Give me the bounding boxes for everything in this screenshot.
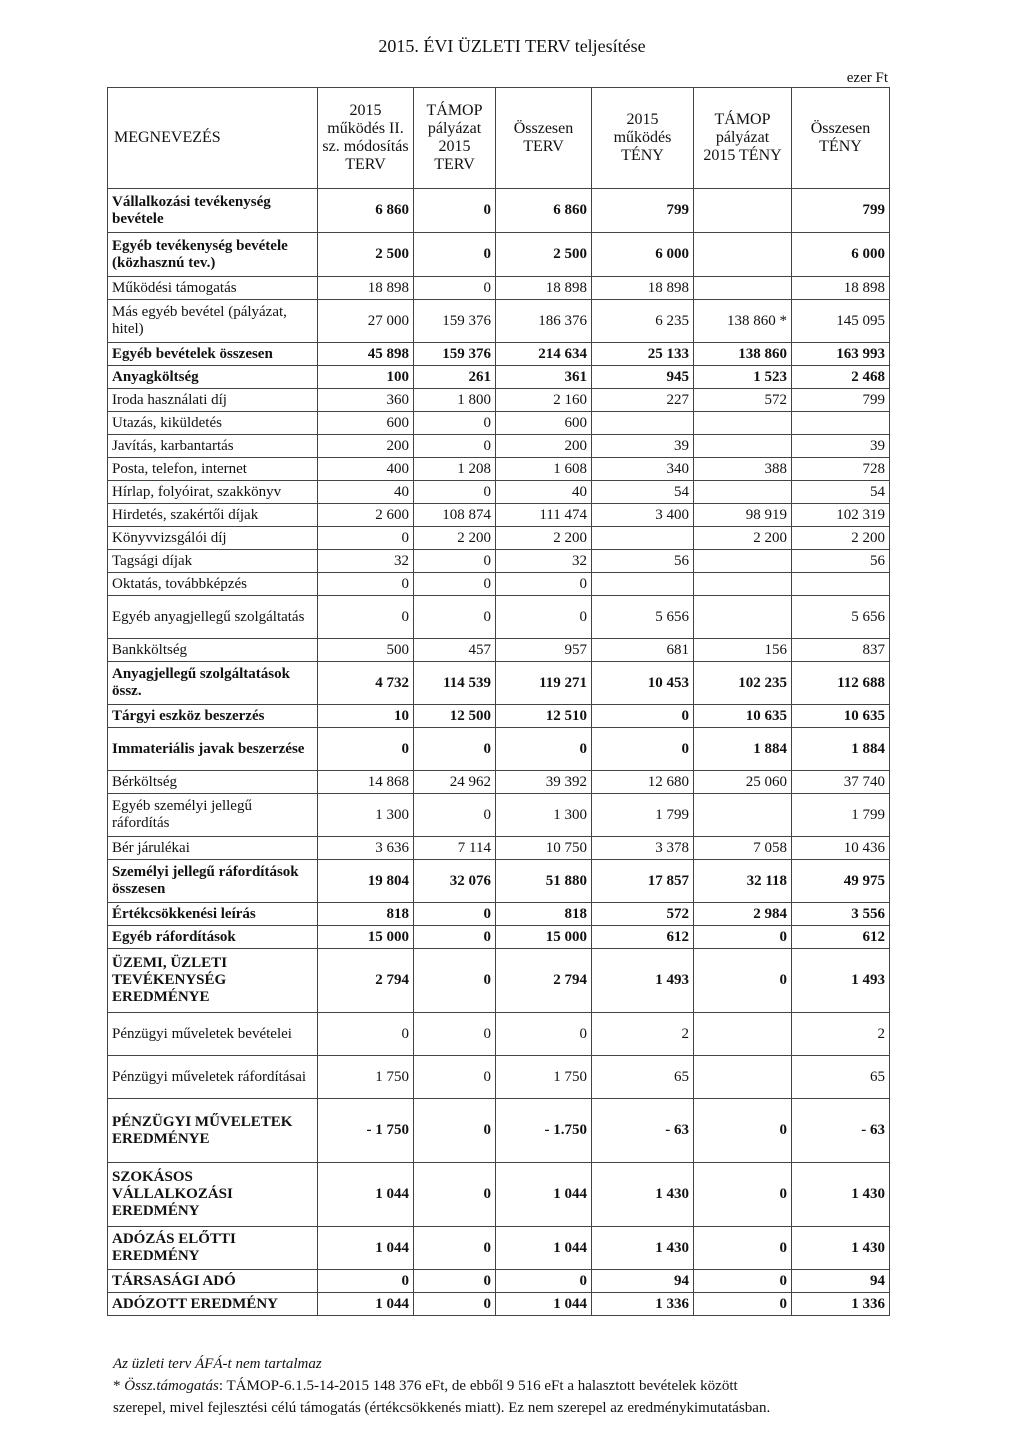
value-cell: 0	[318, 1013, 414, 1056]
value-cell: 3 556	[792, 903, 890, 926]
value-cell: 0	[496, 596, 592, 639]
value-cell: 39	[592, 435, 694, 458]
table-row	[108, 343, 890, 366]
value-cell: 0	[414, 189, 496, 233]
value-cell: 945	[592, 366, 694, 389]
value-cell: 10 436	[792, 837, 890, 860]
value-cell	[694, 550, 792, 573]
value-cell: 2 200	[496, 527, 592, 550]
value-cell	[592, 573, 694, 596]
row-label: Könyvvizsgálói díj	[108, 527, 318, 550]
row-label: Pénzügyi műveletek ráfordításai	[108, 1056, 318, 1099]
value-cell: 0	[694, 1270, 792, 1293]
footer-notes	[113, 1353, 770, 1419]
value-cell: 186 376	[496, 300, 592, 343]
value-cell: 0	[414, 412, 496, 435]
value-cell	[694, 1056, 792, 1099]
value-cell: 145 095	[792, 300, 890, 343]
header-megnevezes: MEGNEVEZÉS	[108, 88, 318, 189]
value-cell: 1 750	[496, 1056, 592, 1099]
table-row	[108, 550, 890, 573]
table-row	[108, 389, 890, 412]
table-row	[108, 860, 890, 903]
value-cell: 37 740	[792, 771, 890, 794]
value-cell: 12 500	[414, 705, 496, 728]
value-cell: 108 874	[414, 504, 496, 527]
value-cell: 51 880	[496, 860, 592, 903]
value-cell: 27 000	[318, 300, 414, 343]
value-cell: 0	[414, 1099, 496, 1163]
table-row	[108, 300, 890, 343]
value-cell: 0	[414, 949, 496, 1013]
value-cell: 0	[414, 1163, 496, 1227]
business-plan-table	[107, 87, 890, 1316]
support-note	[113, 1375, 770, 1397]
value-cell: 0	[496, 1013, 592, 1056]
row-label: Anyagjellegű szolgáltatások össz.	[108, 662, 318, 705]
row-label: SZOKÁSOS VÁLLALKOZÁSI EREDMÉNY	[108, 1163, 318, 1227]
value-cell: 1 750	[318, 1056, 414, 1099]
value-cell: 0	[414, 1227, 496, 1270]
value-cell: - 1.750	[496, 1099, 592, 1163]
value-cell: 0	[414, 1013, 496, 1056]
value-cell: 799	[792, 389, 890, 412]
vat-note: Az üzleti terv ÁFÁ-t nem tartalmaz	[113, 1356, 322, 1372]
row-label: Bérköltség	[108, 771, 318, 794]
value-cell: 100	[318, 366, 414, 389]
value-cell: 2 500	[496, 233, 592, 277]
value-cell: 2 794	[318, 949, 414, 1013]
value-cell: 0	[414, 550, 496, 573]
value-cell: 957	[496, 639, 592, 662]
value-cell: 0	[414, 903, 496, 926]
value-cell: 2 984	[694, 903, 792, 926]
value-cell: 39 392	[496, 771, 592, 794]
header-actual-tamop: TÁMOP pályázat 2015 TÉNY	[694, 88, 792, 189]
value-cell	[694, 1013, 792, 1056]
value-cell: - 63	[792, 1099, 890, 1163]
value-cell: 45 898	[318, 343, 414, 366]
value-cell: 6 235	[592, 300, 694, 343]
value-cell: 0	[318, 573, 414, 596]
value-cell: 2	[592, 1013, 694, 1056]
value-cell: 94	[592, 1270, 694, 1293]
value-cell: 0	[414, 435, 496, 458]
value-cell: 799	[792, 189, 890, 233]
value-cell: 4 732	[318, 662, 414, 705]
table-row	[108, 926, 890, 949]
value-cell: 54	[592, 481, 694, 504]
value-cell: 32	[496, 550, 592, 573]
value-cell: 111 474	[496, 504, 592, 527]
value-cell: 0	[414, 277, 496, 300]
value-cell: 1 336	[792, 1293, 890, 1316]
value-cell: 159 376	[414, 300, 496, 343]
table-row	[108, 794, 890, 837]
value-cell	[694, 277, 792, 300]
row-label: Vállalkozási tevékenység bevétele	[108, 189, 318, 233]
value-cell: 49 975	[792, 860, 890, 903]
value-cell	[694, 233, 792, 277]
value-cell: 0	[592, 705, 694, 728]
value-cell: 681	[592, 639, 694, 662]
value-cell: 612	[592, 926, 694, 949]
value-cell: 10 453	[592, 662, 694, 705]
value-cell: 0	[414, 926, 496, 949]
row-label: Értékcsökkenési leírás	[108, 903, 318, 926]
row-label: Egyéb bevételek összesen	[108, 343, 318, 366]
value-cell: 400	[318, 458, 414, 481]
value-cell: 0	[694, 1099, 792, 1163]
row-label: ADÓZÁS ELŐTTI EREDMÉNY	[108, 1227, 318, 1270]
table-row	[108, 1056, 890, 1099]
value-cell: 0	[414, 1056, 496, 1099]
value-cell: 102 319	[792, 504, 890, 527]
value-cell: 214 634	[496, 343, 592, 366]
value-cell: 600	[318, 412, 414, 435]
value-cell: 32 076	[414, 860, 496, 903]
value-cell: 361	[496, 366, 592, 389]
value-cell: 1 044	[318, 1293, 414, 1316]
value-cell: 1 608	[496, 458, 592, 481]
value-cell: 1 430	[592, 1227, 694, 1270]
value-cell: 32 118	[694, 860, 792, 903]
value-cell: 0	[592, 728, 694, 771]
value-cell: 572	[592, 903, 694, 926]
header-row	[108, 88, 890, 189]
header-actual-operation: 2015 működés TÉNY	[592, 88, 694, 189]
value-cell: 14 868	[318, 771, 414, 794]
value-cell: 10 635	[792, 705, 890, 728]
value-cell: 6 860	[496, 189, 592, 233]
value-cell: 7 114	[414, 837, 496, 860]
value-cell: 1 336	[592, 1293, 694, 1316]
row-label: PÉNZÜGYI MŰVELETEK EREDMÉNYE	[108, 1099, 318, 1163]
value-cell: 6 860	[318, 189, 414, 233]
value-cell: 1 044	[496, 1227, 592, 1270]
header-plan-tamop: TÁMOP pályázat 2015 TERV	[414, 88, 496, 189]
value-cell: 2 200	[414, 527, 496, 550]
value-cell: 2	[792, 1013, 890, 1056]
value-cell: 3 636	[318, 837, 414, 860]
value-cell: 19 804	[318, 860, 414, 903]
table-row	[108, 189, 890, 233]
value-cell: 32	[318, 550, 414, 573]
value-cell: 572	[694, 389, 792, 412]
value-cell	[694, 596, 792, 639]
value-cell: 138 860 *	[694, 300, 792, 343]
value-cell: 7 058	[694, 837, 792, 860]
value-cell: 39	[792, 435, 890, 458]
value-cell: 114 539	[414, 662, 496, 705]
value-cell: 0	[414, 1270, 496, 1293]
value-cell: 3 400	[592, 504, 694, 527]
value-cell	[592, 527, 694, 550]
table-row	[108, 233, 890, 277]
value-cell: 6 000	[792, 233, 890, 277]
value-cell: 0	[414, 794, 496, 837]
value-cell: 1 044	[496, 1293, 592, 1316]
value-cell: 227	[592, 389, 694, 412]
value-cell: 159 376	[414, 343, 496, 366]
value-cell: 0	[318, 527, 414, 550]
value-cell: 1 884	[792, 728, 890, 771]
value-cell: 1 044	[496, 1163, 592, 1227]
value-cell: 340	[592, 458, 694, 481]
value-cell: 600	[496, 412, 592, 435]
value-cell: 17 857	[592, 860, 694, 903]
value-cell: 25 133	[592, 343, 694, 366]
value-cell: 200	[496, 435, 592, 458]
value-cell: 0	[414, 481, 496, 504]
value-cell: 0	[318, 1270, 414, 1293]
table-row	[108, 481, 890, 504]
value-cell: 0	[694, 949, 792, 1013]
support-note-continued: szerepel, mivel fejlesztési célú támogatás (értékcsökkenés miatt). Ez nem szerepel az eredménykimutatásban.	[113, 1400, 771, 1416]
value-cell: 56	[792, 550, 890, 573]
table-row	[108, 1013, 890, 1056]
row-label: Működési támogatás	[108, 277, 318, 300]
value-cell: 818	[496, 903, 592, 926]
row-label: Bér járulékai	[108, 837, 318, 860]
row-label: Posta, telefon, internet	[108, 458, 318, 481]
value-cell: 0	[496, 573, 592, 596]
value-cell: 5 656	[792, 596, 890, 639]
value-cell: 65	[592, 1056, 694, 1099]
value-cell: 0	[414, 728, 496, 771]
value-cell: 98 919	[694, 504, 792, 527]
value-cell: 388	[694, 458, 792, 481]
value-cell: 500	[318, 639, 414, 662]
row-label: Immateriális javak beszerzése	[108, 728, 318, 771]
value-cell: 1 430	[792, 1163, 890, 1227]
value-cell: 1 884	[694, 728, 792, 771]
table-row	[108, 771, 890, 794]
table-row	[108, 277, 890, 300]
table-row	[108, 435, 890, 458]
table-row	[108, 1227, 890, 1270]
value-cell: 2 794	[496, 949, 592, 1013]
value-cell: 1 430	[792, 1227, 890, 1270]
value-cell: 0	[414, 596, 496, 639]
value-cell: 1 430	[592, 1163, 694, 1227]
value-cell: 0	[694, 1163, 792, 1227]
value-cell: 40	[318, 481, 414, 504]
row-label: Bankköltség	[108, 639, 318, 662]
value-cell: 119 271	[496, 662, 592, 705]
value-cell: 1 800	[414, 389, 496, 412]
value-cell: 18 898	[592, 277, 694, 300]
value-cell: 156	[694, 639, 792, 662]
table-row	[108, 1163, 890, 1227]
header-actual-total: Összesen TÉNY	[792, 88, 890, 189]
row-label: Hirdetés, szakértői díjak	[108, 504, 318, 527]
row-label: ÜZEMI, ÜZLETI TEVÉKENYSÉG EREDMÉNYE	[108, 949, 318, 1013]
value-cell	[694, 794, 792, 837]
page-title: 2015. ÉVI ÜZLETI TERV teljesítése	[378, 36, 646, 56]
row-label: Hírlap, folyóirat, szakkönyv	[108, 481, 318, 504]
value-cell	[694, 573, 792, 596]
value-cell	[694, 189, 792, 233]
value-cell: 56	[592, 550, 694, 573]
row-label: ADÓZOTT EREDMÉNY	[108, 1293, 318, 1316]
value-cell: 0	[496, 728, 592, 771]
table-row	[108, 458, 890, 481]
value-cell: 18 898	[496, 277, 592, 300]
value-cell: 3 378	[592, 837, 694, 860]
row-label: Tárgyi eszköz beszerzés	[108, 705, 318, 728]
value-cell: 728	[792, 458, 890, 481]
table-row	[108, 412, 890, 435]
value-cell: 94	[792, 1270, 890, 1293]
value-cell: 1 523	[694, 366, 792, 389]
support-label: Össz.támogatás	[124, 1378, 219, 1394]
value-cell: 163 993	[792, 343, 890, 366]
value-cell: 799	[592, 189, 694, 233]
value-cell: 1 300	[318, 794, 414, 837]
value-cell: 0	[414, 573, 496, 596]
value-cell: 0	[318, 596, 414, 639]
row-label: Egyéb ráfordítások	[108, 926, 318, 949]
value-cell: 40	[496, 481, 592, 504]
value-cell: 1 300	[496, 794, 592, 837]
row-label: TÁRSASÁGI ADÓ	[108, 1270, 318, 1293]
value-cell: 0	[414, 1293, 496, 1316]
table-row	[108, 949, 890, 1013]
value-cell	[592, 412, 694, 435]
value-cell: 18 898	[792, 277, 890, 300]
value-cell	[792, 573, 890, 596]
table-row	[108, 1099, 890, 1163]
table-row	[108, 1270, 890, 1293]
value-cell: 1 493	[792, 949, 890, 1013]
value-cell: 2 200	[792, 527, 890, 550]
row-label: Javítás, karbantartás	[108, 435, 318, 458]
value-cell: 15 000	[496, 926, 592, 949]
value-cell: 6 000	[592, 233, 694, 277]
row-label: Más egyéb bevétel (pályázat, hitel)	[108, 300, 318, 343]
header-plan-total: Összesen TERV	[496, 88, 592, 189]
row-label: Egyéb személyi jellegű ráfordítás	[108, 794, 318, 837]
value-cell: 2 160	[496, 389, 592, 412]
value-cell: 261	[414, 366, 496, 389]
row-label: Egyéb anyagjellegű szolgáltatás	[108, 596, 318, 639]
value-cell: 2 500	[318, 233, 414, 277]
value-cell: 12 510	[496, 705, 592, 728]
value-cell: 10 750	[496, 837, 592, 860]
value-cell: 54	[792, 481, 890, 504]
value-cell: 0	[694, 926, 792, 949]
value-cell: 2 600	[318, 504, 414, 527]
value-cell: 0	[414, 233, 496, 277]
value-cell: 457	[414, 639, 496, 662]
table-row	[108, 527, 890, 550]
value-cell: 10 635	[694, 705, 792, 728]
value-cell: 837	[792, 639, 890, 662]
table-row	[108, 1293, 890, 1316]
table-row	[108, 903, 890, 926]
value-cell: 25 060	[694, 771, 792, 794]
table-row	[108, 639, 890, 662]
table-body	[108, 189, 890, 1316]
table-row	[108, 596, 890, 639]
value-cell	[694, 481, 792, 504]
row-label: Utazás, kiküldetés	[108, 412, 318, 435]
table-row	[108, 504, 890, 527]
value-cell: 0	[694, 1227, 792, 1270]
row-label: Egyéb tevékenység bevétele (közhasznú tev.)	[108, 233, 318, 277]
row-label: Iroda használati díj	[108, 389, 318, 412]
value-cell: 112 688	[792, 662, 890, 705]
value-cell: 2 200	[694, 527, 792, 550]
value-cell: 10	[318, 705, 414, 728]
value-cell: 0	[694, 1293, 792, 1316]
value-cell: 24 962	[414, 771, 496, 794]
value-cell: 12 680	[592, 771, 694, 794]
value-cell: 360	[318, 389, 414, 412]
value-cell: 2 468	[792, 366, 890, 389]
row-label: Anyagköltség	[108, 366, 318, 389]
value-cell: 102 235	[694, 662, 792, 705]
value-cell: 1 208	[414, 458, 496, 481]
value-cell: 818	[318, 903, 414, 926]
unit-label: ezer Ft	[846, 70, 888, 86]
value-cell	[694, 435, 792, 458]
row-label: Pénzügyi műveletek bevételei	[108, 1013, 318, 1056]
header-plan-operation: 2015 működés II. sz. módosítás TERV	[318, 88, 414, 189]
value-cell: - 63	[592, 1099, 694, 1163]
support-text: : TÁMOP-6.1.5-14-2015 148 376 eFt, de ebből 9 516 eFt a halasztott bevételek között	[218, 1378, 738, 1394]
value-cell: 5 656	[592, 596, 694, 639]
value-cell: 0	[496, 1270, 592, 1293]
value-cell: 612	[792, 926, 890, 949]
table-row	[108, 573, 890, 596]
row-label: Személyi jellegű ráfordítások összesen	[108, 860, 318, 903]
table-row	[108, 662, 890, 705]
value-cell: 15 000	[318, 926, 414, 949]
value-cell	[694, 412, 792, 435]
value-cell: 18 898	[318, 277, 414, 300]
table-row	[108, 837, 890, 860]
table-row	[108, 366, 890, 389]
value-cell: - 1 750	[318, 1099, 414, 1163]
table-row	[108, 705, 890, 728]
star-prefix: *	[113, 1378, 125, 1394]
table-row	[108, 728, 890, 771]
value-cell: 200	[318, 435, 414, 458]
row-label: Tagsági díjak	[108, 550, 318, 573]
value-cell: 65	[792, 1056, 890, 1099]
value-cell: 0	[318, 728, 414, 771]
value-cell: 1 799	[592, 794, 694, 837]
value-cell	[792, 412, 890, 435]
value-cell: 138 860	[694, 343, 792, 366]
value-cell: 1 044	[318, 1163, 414, 1227]
value-cell: 1 044	[318, 1227, 414, 1270]
value-cell: 1 799	[792, 794, 890, 837]
value-cell: 1 493	[592, 949, 694, 1013]
row-label: Oktatás, továbbképzés	[108, 573, 318, 596]
